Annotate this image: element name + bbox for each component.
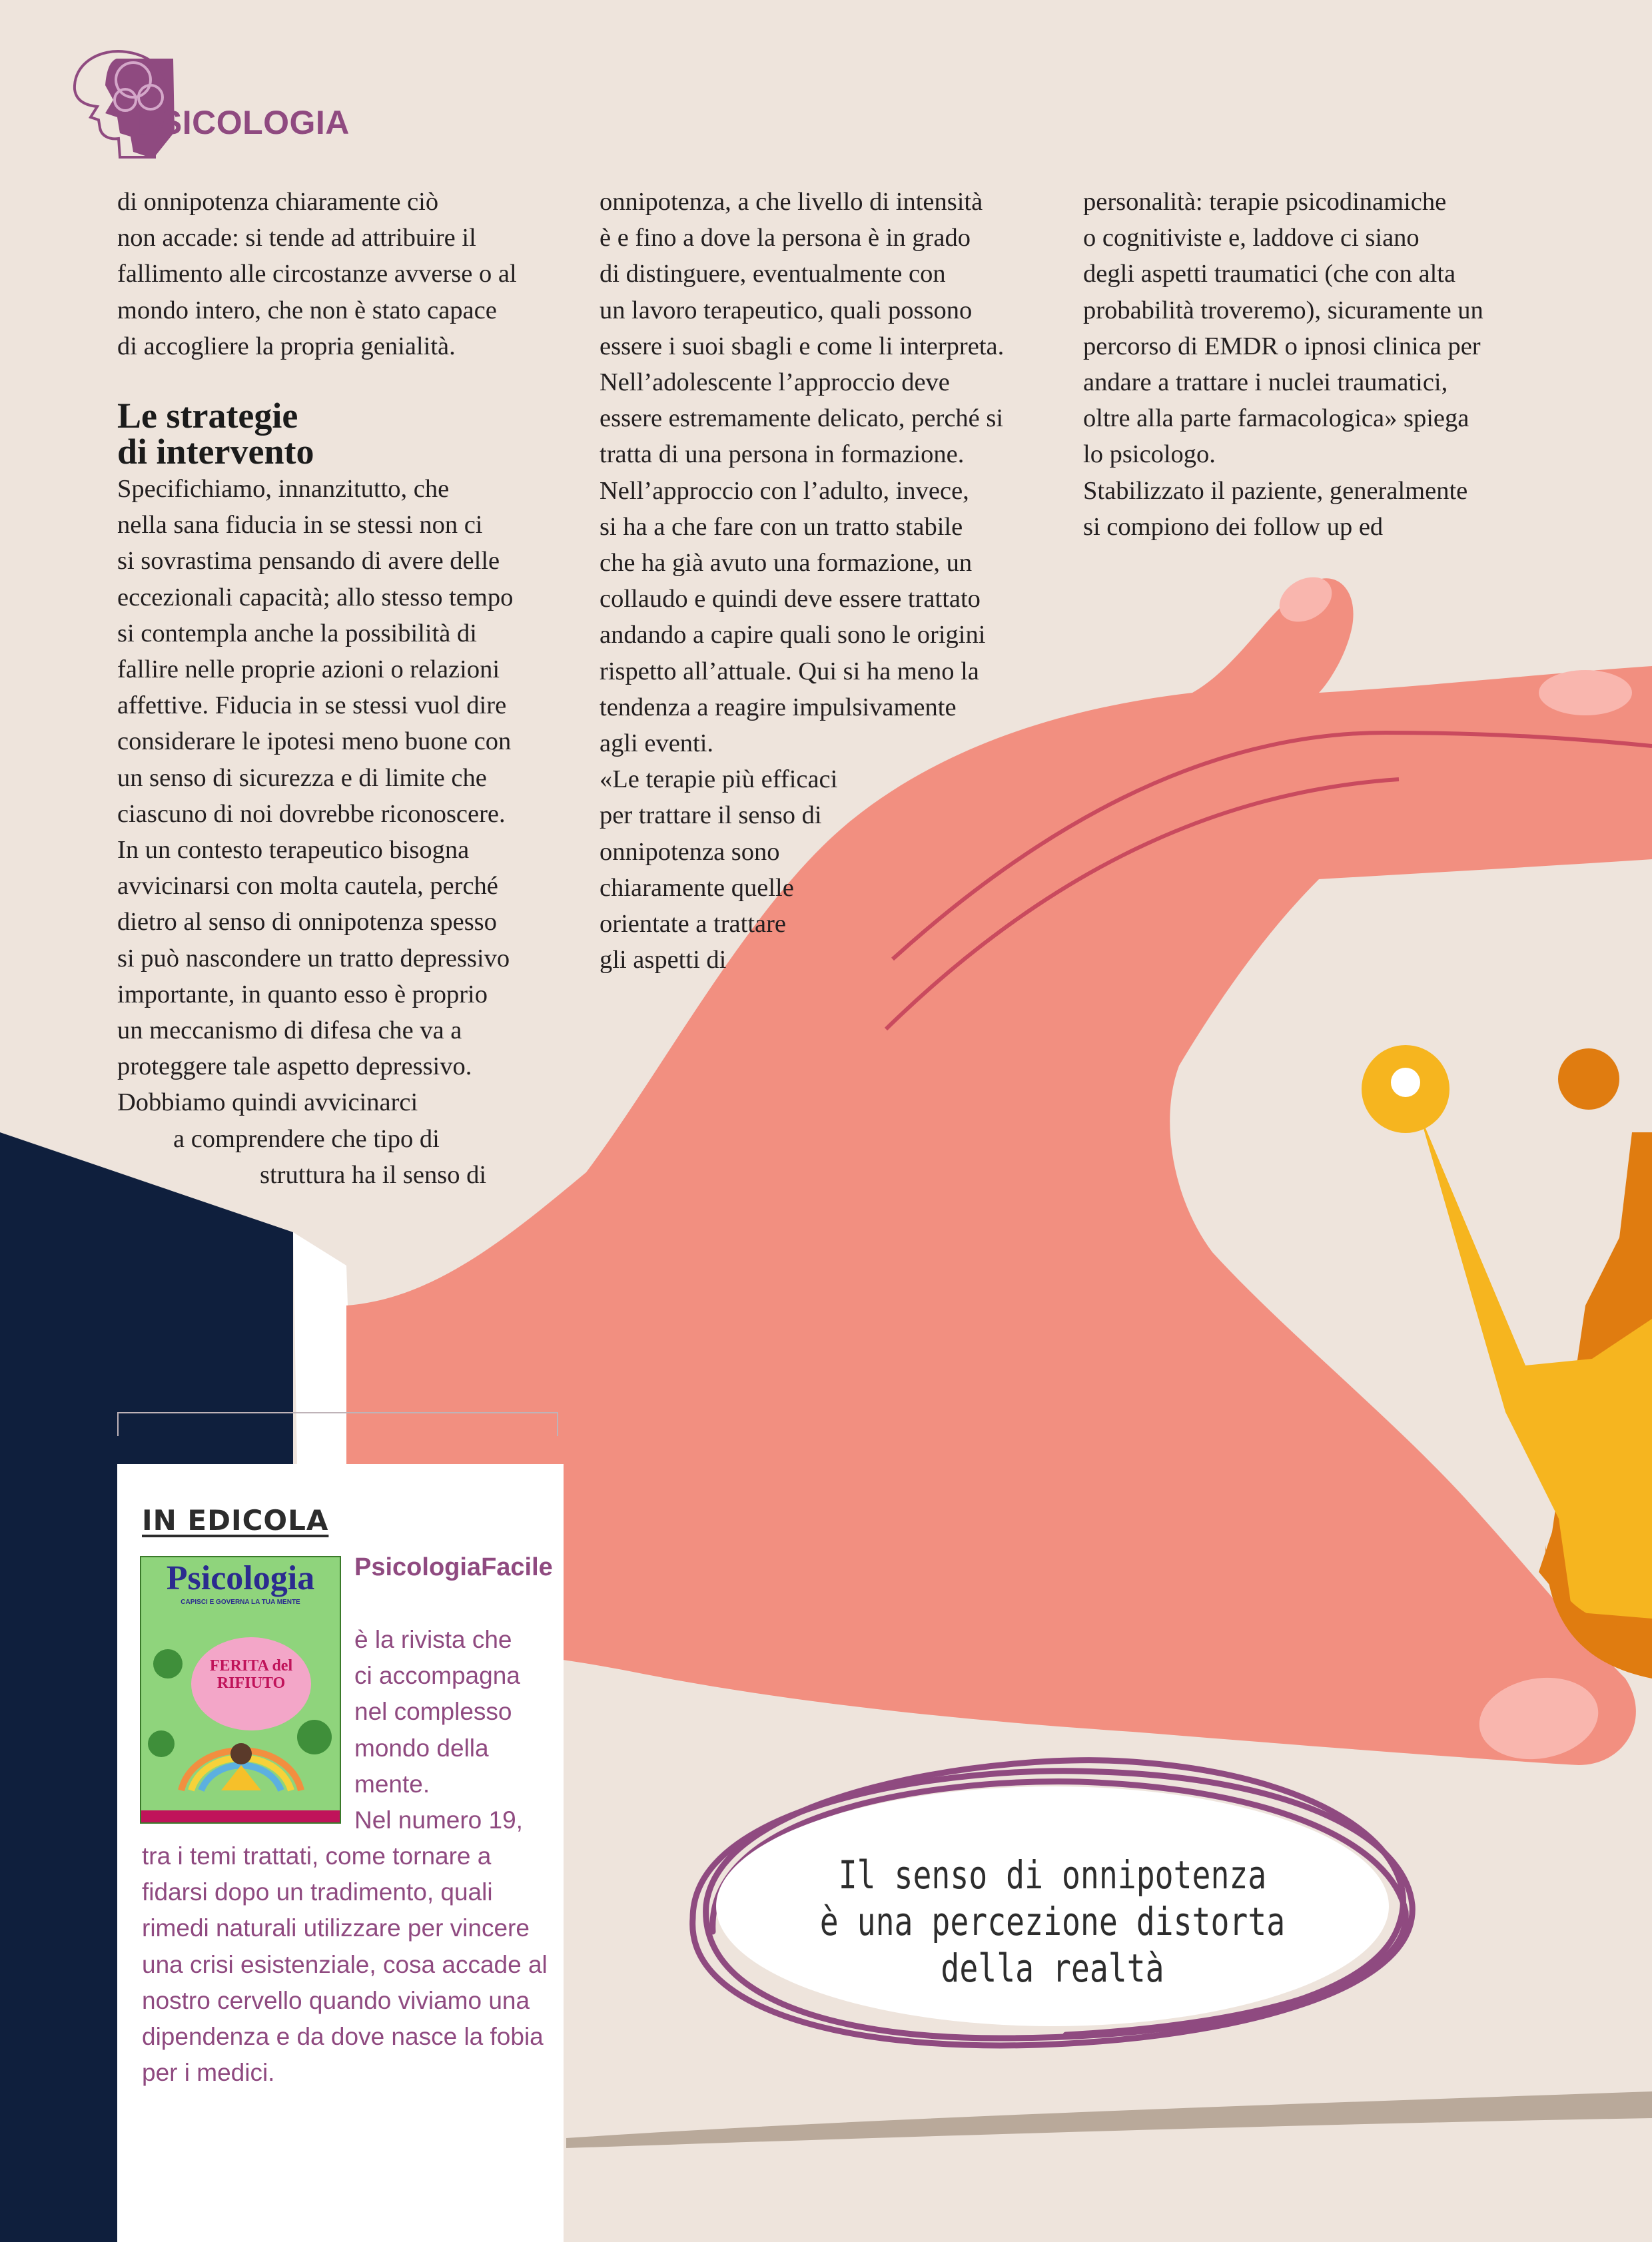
sidebar-text-line: rimedi naturali utilizzare per vincere — [142, 1914, 530, 1942]
pull-quote-line: Il senso di onnipotenza — [838, 1852, 1267, 1898]
left-column-intro — [117, 184, 517, 364]
body-text-line: personalità: terapie psicodinamiche — [1083, 188, 1447, 216]
body-text-line: non accade: si tende ad attribuire il — [117, 224, 476, 252]
body-text-line: considerare le ipotesi meno buone con — [117, 727, 512, 756]
magazine-name-line: Facile — [481, 1553, 553, 1581]
sidebar-text-line: una crisi esistenziale, cosa accade al — [142, 1950, 548, 1978]
body-text-line: oltre alla parte farmacologica» spiega — [1083, 404, 1469, 433]
sidebar-text-line: Nel numero 19, — [354, 1806, 523, 1834]
body-text-line: un meccanismo di difesa che va a — [117, 1016, 462, 1045]
table-shadow — [566, 2091, 1652, 2148]
magazine-name-line: Psicologia — [354, 1553, 482, 1581]
cover-brand: Psicologia — [166, 1559, 315, 1597]
body-text-line: un senso di sicurezza e di limite che — [117, 763, 487, 792]
sidebar-text-line: mente. — [354, 1770, 430, 1798]
body-text-line: ciascuno di noi dovrebbe riconoscere. — [117, 799, 506, 828]
body-text-line: probabilità troveremo), sicuramente un — [1083, 296, 1483, 324]
body-text-line: gli aspetti di — [600, 946, 727, 974]
sidebar-title: IN EDICOLA — [142, 1504, 329, 1537]
sidebar-text-line: dipendenza e da dove nasce la fobia — [142, 2023, 544, 2051]
body-text-line: Nell’approccio con l’adulto, invece, — [600, 476, 969, 505]
body-text-line: avvicinarsi con molta cautela, perché — [117, 872, 498, 901]
body-text-line: si può nascondere un tratto depressivo — [117, 944, 510, 972]
sidebar-text-wide — [142, 1838, 548, 2091]
body-text-line: affettive. Fiducia in se stessi vuol dire — [117, 691, 507, 720]
section-heading — [117, 398, 314, 470]
body-text-line: essere i suoi sbagli e come li interpreta. — [600, 332, 1005, 360]
body-text-line: Nell’adolescente l’approccio deve — [600, 368, 950, 397]
body-text-line: degli aspetti traumatici (che con alta — [1083, 260, 1456, 288]
body-text-line: importante, in quanto esso è proprio — [117, 980, 488, 1008]
body-text-line: andando a capire quali sono le origini — [600, 621, 986, 649]
sidebar-text-line: fidarsi dopo un tradimento, quali — [142, 1878, 493, 1906]
body-text-line: chiaramente quelle — [600, 873, 794, 902]
cover-feature: FERITA del RIFIUTO — [209, 1657, 293, 1692]
body-text-line: rispetto all’attuale. Qui si ha meno la — [600, 657, 979, 685]
body-text-line: collaudo e quindi deve essere trattato — [600, 585, 981, 613]
left-column-body — [117, 471, 513, 1193]
body-text-line: onnipotenza, a che livello di intensità — [600, 188, 983, 216]
cuff-illustration — [293, 1232, 353, 1464]
body-text-line: Specifichiamo, innanzitutto, che — [117, 475, 450, 503]
body-text-line: lo psicologo. — [1083, 440, 1216, 469]
body-text-line: di accogliere la propria genialità. — [117, 332, 456, 360]
body-text-line: fallire nelle proprie azioni o relazioni — [117, 655, 500, 684]
body-text-line: tendenza a reagire impulsivamente — [600, 693, 957, 721]
pull-quote-line: della realtà — [941, 1946, 1164, 1991]
sidebar-text-line: nel complesso — [354, 1698, 512, 1726]
sidebar-text-line: nostro cervello quando viviamo una — [142, 1986, 530, 2014]
body-text-line: o cognitiviste e, laddove ci siano — [1083, 224, 1420, 252]
body-text-line: si ha a che fare con un tratto stabile — [600, 512, 963, 541]
middle-column — [600, 184, 1004, 978]
sidebar-divider-tick — [557, 1412, 558, 1436]
cover-art — [141, 1611, 340, 1810]
sidebar-text-line: è la rivista che — [354, 1626, 512, 1653]
body-text-line: «Le terapie più efficaci — [600, 765, 838, 794]
body-text-line: tratta di una persona in formazione. — [600, 440, 965, 469]
body-text-line: si sovrastima pensando di avere delle — [117, 547, 500, 575]
sidebar-divider — [117, 1412, 558, 1413]
body-text-line: di distinguere, eventualmente con — [600, 260, 946, 288]
body-text-line: percorso di EMDR o ipnosi clinica per — [1083, 332, 1481, 360]
right-column — [1083, 184, 1483, 545]
body-text-line: fallimento alle circostanze avverse o al — [117, 260, 517, 288]
body-text-line: che ha già avuto una formazione, un — [600, 549, 973, 577]
body-text-line: si compiono dei follow up ed — [1083, 512, 1384, 541]
magazine-name — [354, 1549, 553, 1585]
section-label: PSICOLOGIA — [137, 104, 350, 141]
body-text-line: eccezionali capacità; allo stesso tempo — [117, 583, 514, 611]
cover-tagline: CAPISCI E GOVERNA LA TUA MENTE — [181, 1599, 300, 1606]
body-text-line: si contempla anche la possibilità di — [117, 619, 477, 647]
magazine-cover — [140, 1556, 341, 1824]
body-text-line: Stabilizzato il paziente, generalmente — [1083, 476, 1468, 505]
sidebar-divider-tick — [117, 1412, 119, 1436]
body-text-line: è e fino a dove la persona è in grado — [600, 224, 971, 252]
body-text-line: Dobbiamo quindi avvicinarci — [117, 1088, 418, 1117]
body-text-line: onnipotenza sono — [600, 837, 780, 866]
body-text-line: mondo intero, che non è stato capace — [117, 296, 497, 324]
body-text-line: di onnipotenza chiaramente ciò — [117, 188, 439, 216]
body-text-line: un lavoro terapeutico, quali possono — [600, 296, 973, 324]
body-text-line: struttura ha il senso di — [260, 1160, 487, 1189]
body-text-line: essere estremamente delicato, perché si — [600, 404, 1004, 433]
sidebar-text-line: mondo della — [354, 1734, 489, 1762]
body-text-line: a comprendere che tipo di — [173, 1124, 440, 1153]
heading-line: di intervento — [117, 432, 314, 472]
body-text-line: per trattare il senso di — [600, 801, 822, 830]
sidebar-text-line: per i medici. — [142, 2059, 275, 2087]
pull-quote-line: è una percezione distorta — [819, 1899, 1286, 1944]
heading-line: Le strategie — [117, 396, 298, 436]
body-text-line: nella sana fiducia in se stessi non ci — [117, 511, 483, 540]
pull-quote — [813, 1852, 1292, 1992]
sidebar-text-line: ci accompagna — [354, 1662, 520, 1690]
body-text-line: proteggere tale aspetto depressivo. — [117, 1052, 472, 1081]
sidebar-text-line: tra i temi trattati, come tornare a — [142, 1842, 492, 1870]
body-text-line: In un contesto terapeutico bisogna — [117, 836, 470, 865]
cover-footer — [141, 1810, 340, 1822]
body-text-line: agli eventi. — [600, 729, 714, 758]
body-text-line: dietro al senso di onnipotenza spesso — [117, 908, 497, 936]
body-text-line: orientate a trattare — [600, 910, 787, 938]
sidebar-text-narrow — [354, 1622, 523, 1838]
body-text-line: andare a trattare i nuclei traumatici, — [1083, 368, 1448, 397]
